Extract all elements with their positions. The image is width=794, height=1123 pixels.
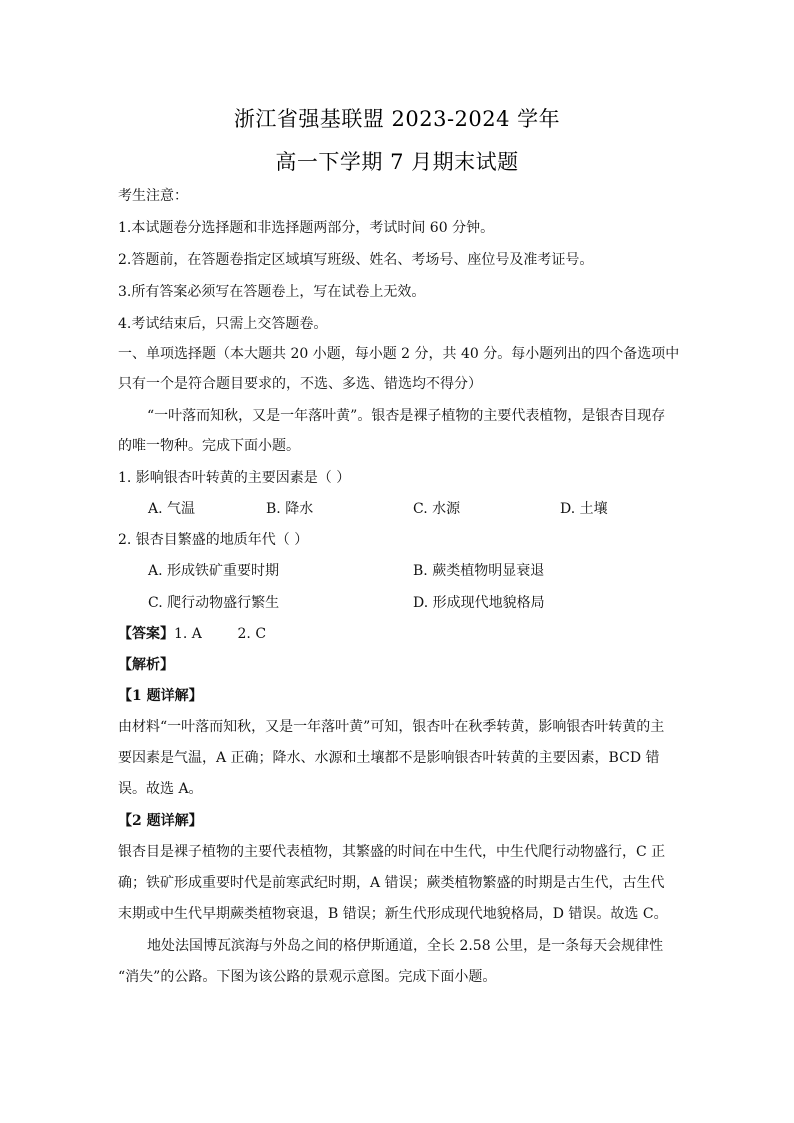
material-paragraph-cont: “消失”的公路。下图为该公路的景观示意图。完成下面小题。 [118, 969, 497, 985]
material-paragraph: 地处法国博瓦滨海与外岛之间的格伊斯通道，全长 2.58 公里，是一条每天会规律性 [147, 938, 664, 954]
option-c: C. 水源 [413, 501, 461, 517]
answer-value: 1. A 2. C [174, 626, 267, 642]
option-d: D. 形成现代地貌格局 [413, 595, 545, 611]
q2-detail-text: 确；铁矿形成重要时代是前寒武纪时期，A 错误；蕨类植物繁盛的时期是古生代，古生代 [118, 875, 665, 891]
answer-row [118, 624, 678, 644]
question-stem: 2. 银杏目繁盛的地质年代（ ） [118, 532, 309, 548]
q2-detail-text: 银杏目是裸子植物的主要代表植物，其繁盛的时间在中生代，中生代爬行动物盛行，C 正 [118, 844, 666, 860]
notice-item: 2.答题前，在答题卷指定区域填写班级、姓名、考场号、座位号及准考证号。 [118, 252, 594, 268]
notice-item: 1.本试题卷分选择题和非选择题两部分，考试时间 60 分钟。 [118, 220, 495, 236]
material-paragraph: “一叶落而知秋，又是一年落叶黄”。银杏是裸子植物的主要代表植物，是银杏目现存 [147, 408, 666, 424]
section-heading: 一、单项选择题（本大题共 20 小题，每小题 2 分，共 40 分。每小题列出的四个备选项中 [118, 346, 680, 362]
option-b: B. 蕨类植物明显衰退 [413, 563, 545, 579]
material-paragraph-cont: 的唯一物种。完成下面小题。 [118, 438, 300, 454]
analysis-label: 【解析】 [118, 657, 174, 673]
exam-title-line2: 高一下学期 7 月期末试题 [275, 150, 519, 174]
section-heading-cont: 只有一个是符合题目要求的，不选、多选、错选均不得分） [118, 376, 482, 392]
question-stem: 1. 影响银杏叶转黄的主要因素是（ ） [118, 470, 351, 486]
q2-detail-heading: 【2 题详解】 [118, 813, 203, 829]
q1-detail-text: 由材料“一叶落而知秋，又是一年落叶黄”可知，银杏叶在秋季转黄，影响银杏叶转黄的主 [118, 719, 665, 735]
q1-detail-text: 要因素是气温，A 正确；降水、水源和土壤都不是影响银杏叶转黄的主要因素，BCD 错 [118, 750, 660, 766]
option-a: A. 形成铁矿重要时期 [148, 563, 280, 579]
q1-detail-heading: 【1 题详解】 [118, 688, 203, 704]
exam-title-line1: 浙江省强基联盟 2023-2024 学年 [233, 107, 561, 131]
notice-item: 3.所有答案必须写在答题卷上，写在试卷上无效。 [118, 284, 426, 300]
option-c: C. 爬行动物盛行繁生 [148, 595, 280, 611]
q1-detail-text: 误。故选 A。 [118, 781, 203, 797]
notice-heading: 考生注意： [118, 188, 188, 204]
q2-detail-text: 末期或中生代早期蕨类植物衰退，B 错误；新生代形成现代地貌格局，D 错误。故选 C。 [118, 906, 668, 922]
option-a: A. 气温 [148, 501, 196, 517]
answer-label: 【答案】 [118, 626, 174, 642]
notice-item: 4.考试结束后，只需上交答题卷。 [118, 316, 328, 332]
option-b: B. 降水 [266, 501, 314, 517]
option-d: D. 土壤 [560, 501, 608, 517]
